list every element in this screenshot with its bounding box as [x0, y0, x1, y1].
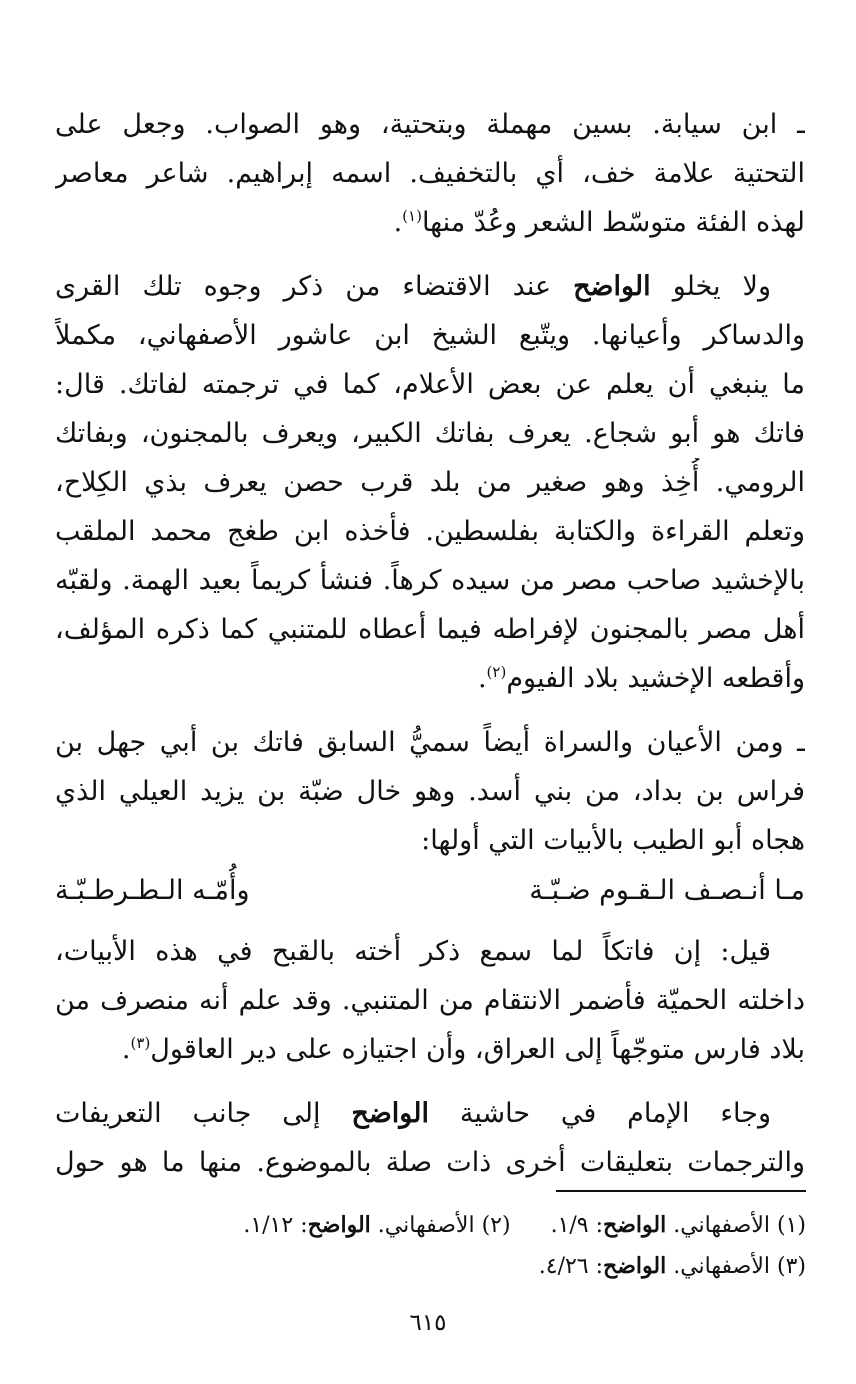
text-line: فراس بن بداد، من بني أسد. وهو خال ضبّة بن يزيد العيلي الذي: [55, 776, 805, 807]
footnote-row: [56, 1246, 806, 1287]
text-line: داخلته الحميّة فأضمر الانتقام من المتنبي. وقد علم أنه منصرف من: [55, 985, 805, 1016]
text-segment: .: [121, 1034, 131, 1065]
text-line: هجاه أبو الطيب بالأبيات التي أولها:: [421, 825, 805, 856]
verse-hemistich-second: وأُمّـه الـطـرطـبّـة: [55, 875, 250, 906]
text-line: والترجمات بتعليقات أخرى ذات صلة بالموضوع. منها ما هو حول: [55, 1147, 805, 1178]
page-number: ٦١٥: [409, 1310, 447, 1336]
text-segment: ولا يخلو: [650, 271, 771, 302]
footnote-author: الأصفهاني.: [673, 1254, 770, 1279]
footnote-2: [243, 1205, 510, 1246]
text-line: [55, 262, 805, 311]
text-line: بالإخشيد صاحب مصر من سيده كرهاً. فنشأ كريماً بعيد الهمة. ولقبّه: [55, 565, 805, 596]
paragraph-ibn-sayaba: [55, 100, 805, 247]
text-segment: إلى جانب التعريفات: [55, 1098, 352, 1129]
book-title: الواضح: [351, 1098, 429, 1129]
verse-hemistich-first: مـا أنـصـف الـقـوم ضـبّـة: [529, 875, 805, 906]
footnote-number: (٢): [481, 1213, 511, 1238]
footnote-divider: [556, 1190, 806, 1192]
text-line: ـ ومن الأعيان والسراة أيضاً سميُّ السابق فاتك بن أبي جهل بن: [55, 727, 805, 758]
paragraph-imam-annotations: [55, 1089, 805, 1187]
text-segment: بلاد فارس متوجّهاً إلى العراق، وأن اجتيازه على دير العاقول: [150, 1034, 805, 1065]
text-line: فاتك هو أبو شجاع. يعرف بفاتك الكبير، ويعرف بالمجنون، وبفاتك: [55, 418, 805, 449]
footnote-ref-text: : ١/١٢.: [243, 1213, 308, 1238]
footnote-3: [539, 1246, 806, 1287]
footnote-ref: (٢): [486, 663, 507, 681]
footnote-1: [551, 1205, 806, 1246]
footnote-author: الأصفهاني.: [673, 1213, 770, 1238]
text-segment: وجاء الإمام في حاشية: [428, 1098, 771, 1129]
text-segment: وأقطعه الإخشيد بلاد الفيوم: [506, 663, 805, 694]
footnote-number: (١): [776, 1213, 806, 1238]
paragraph-fatik-ibn-abi-jahl: [55, 718, 805, 865]
text-line: قيل: إن فاتكاً لما سمع ذكر أخته بالقبح في هذه الأبيات،: [55, 936, 771, 967]
text-line: [55, 654, 805, 703]
text-line: أهل مصر بالمجنون لإفراطه فيما أعطاه للمتنبي كما ذكره المؤلف،: [55, 614, 805, 645]
text-line: [55, 198, 805, 247]
footnote-ref: (١): [402, 207, 422, 225]
text-line: الرومي. أُخِذ وهو صغير من بلد قرب حصن يعرف بذي الكِلاح،: [55, 467, 805, 498]
paragraph-fatik: [55, 262, 805, 703]
footnote-title: الواضح: [603, 1253, 667, 1279]
text-line: [55, 1089, 805, 1138]
text-segment: .: [477, 663, 487, 694]
poem-verse: [55, 866, 805, 915]
footnotes: [56, 1205, 806, 1287]
text-line: والدساكر وأعيانها. ويتّبع الشيخ ابن عاشور الأصفهاني، مكملاً: [55, 320, 805, 351]
footnote-row: [56, 1205, 806, 1246]
footnote-title: الواضح: [307, 1212, 371, 1238]
book-title: الواضح: [573, 271, 651, 302]
text-segment: لهذه الفئة متوسّط الشعر وعُدّ منها: [421, 207, 805, 238]
text-segment: عند الاقتضاء من ذكر وجوه تلك القرى: [55, 271, 574, 302]
paragraph-qila: [55, 927, 805, 1074]
text-line: ـ ابن سيابة. بسين مهملة وبتحتية، وهو الصواب. وجعل على: [55, 109, 805, 140]
footnote-ref-text: : ٤/٢٦.: [538, 1254, 604, 1279]
footnote-number: (٣): [776, 1254, 806, 1279]
footnote-ref-text: : ١/٩.: [550, 1213, 604, 1238]
footnote-ref: (٣): [130, 1034, 151, 1052]
text-line: [55, 1025, 805, 1074]
footnote-author: الأصفهاني.: [377, 1213, 475, 1238]
text-line: ما ينبغي أن يعلم عن بعض الأعلام، كما في ترجمته لفاتك. قال:: [55, 369, 805, 400]
main-text: [55, 100, 805, 1202]
footnote-title: الواضح: [603, 1212, 667, 1238]
text-line: التحتية علامة خف، أي بالتخفيف. اسمه إبراهيم. شاعر معاصر: [55, 158, 805, 189]
text-line: وتعلم القراءة والكتابة بفلسطين. فأخذه ابن طغج محمد الملقب: [55, 516, 805, 547]
text-segment: .: [393, 207, 403, 238]
